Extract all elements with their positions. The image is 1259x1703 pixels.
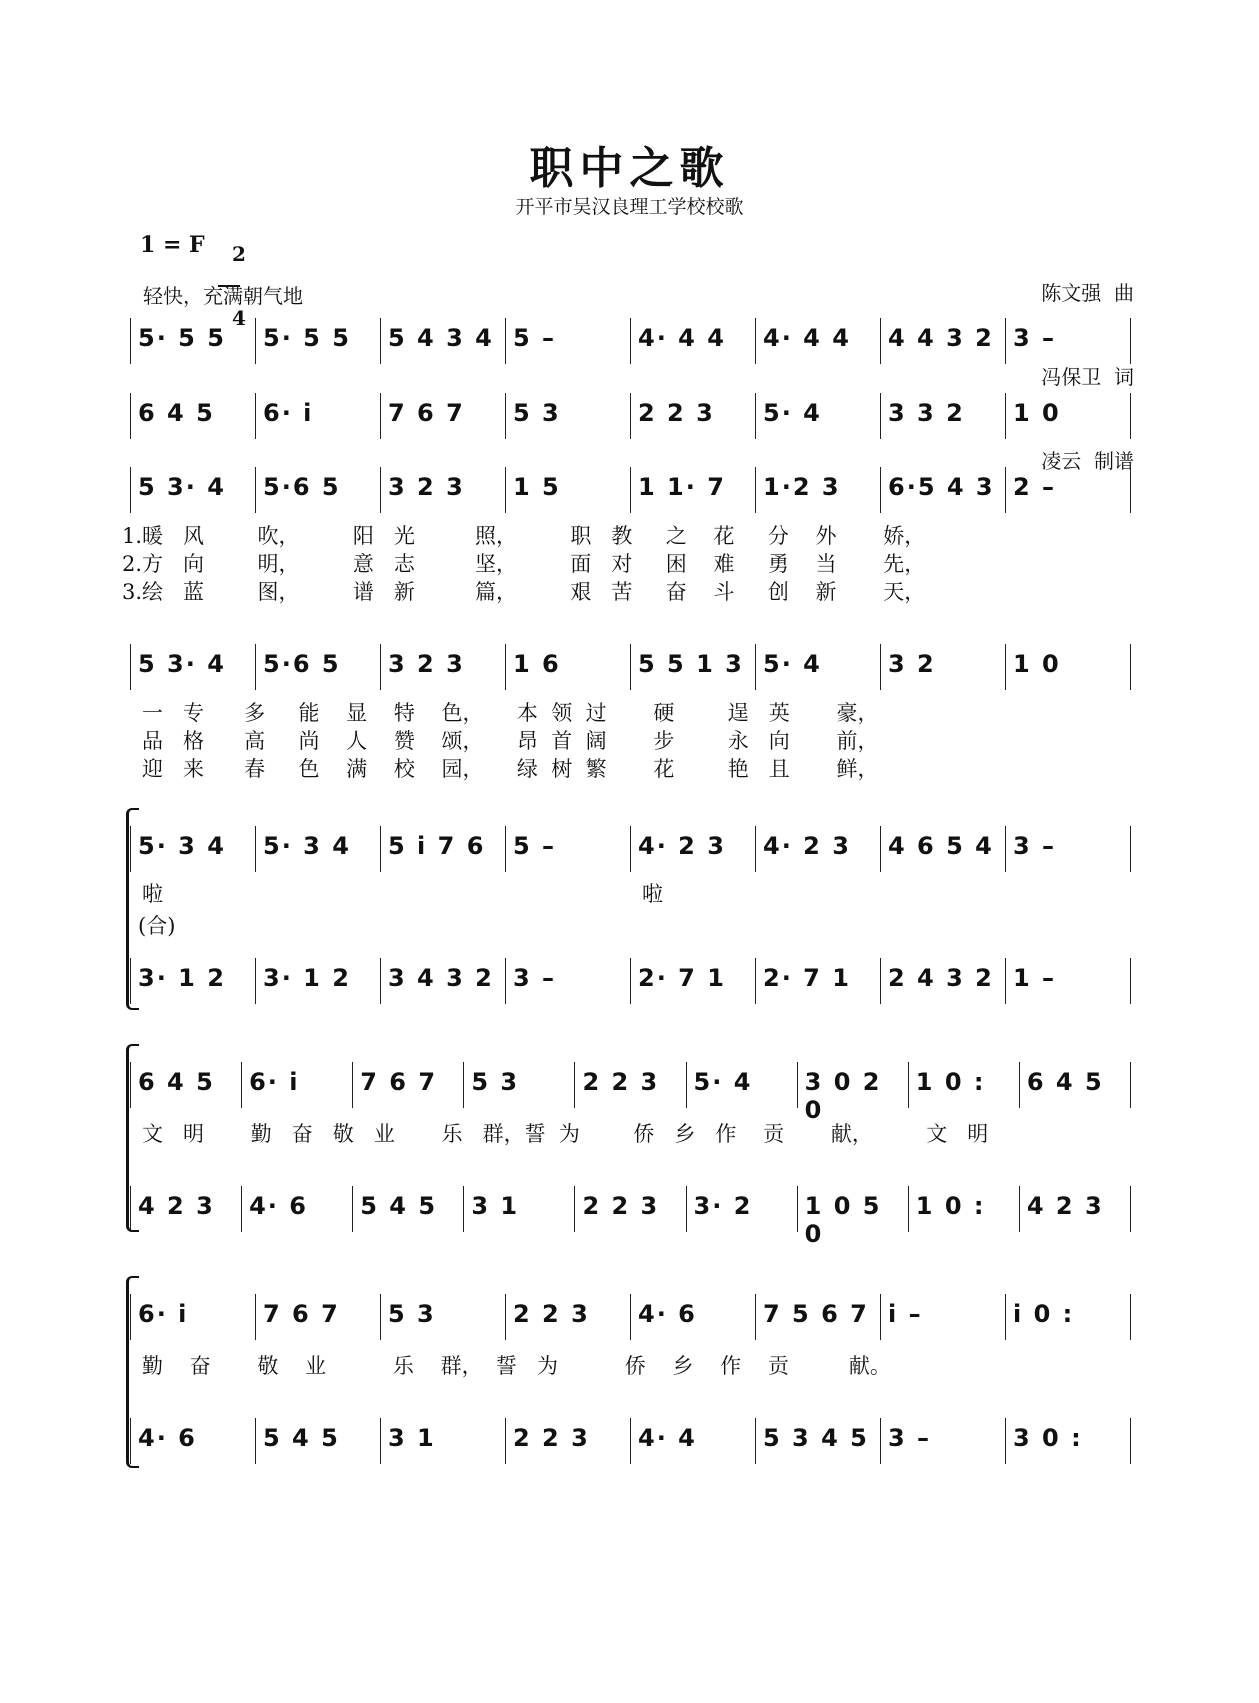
barline (1130, 467, 1131, 513)
system-bracket-refrain (126, 1044, 139, 1232)
measure-notes: 5· 4 (763, 650, 822, 678)
measure-notes: 2· 7 1 (763, 964, 851, 992)
measure-notes: 4 6 5 4 (888, 832, 994, 860)
arranger-credit: 凌云 制谱 (1041, 449, 1134, 473)
measure-notes: 1 0 : (915, 1068, 986, 1096)
measure (255, 826, 380, 872)
measure-notes: 4 4 3 2 (888, 324, 994, 352)
measure (755, 393, 880, 439)
measure (241, 1062, 352, 1108)
measure (908, 1186, 1019, 1232)
lyric-verse-3a: 3.绘 蓝 图， 谱 新 篇， 艰 苦 奋 斗 创 新 天， (122, 580, 926, 604)
system-10 (130, 1418, 1130, 1464)
measure-notes: 6· i (138, 1300, 189, 1328)
lyric-chorus-2: 勤 奋 敬 业 乐 群， 誓 为 侨 乡 作 贡 献。 (142, 1354, 891, 1378)
measure (880, 393, 1005, 439)
measure-notes: 4 2 3 (138, 1192, 215, 1220)
measure-notes: 6 4 5 (1026, 1068, 1104, 1096)
barline (1130, 826, 1131, 872)
measure (463, 1062, 574, 1108)
measure-notes: 2 2 3 (513, 1424, 590, 1452)
measure (797, 1186, 908, 1248)
measure (463, 1186, 574, 1232)
measure (1005, 318, 1130, 364)
lyric-chorus-1: 文 明 勤 奋 敬 业 乐 群，誓 为 侨 乡 作 贡 献， 文 明 (142, 1122, 989, 1146)
measure (880, 1294, 1005, 1340)
measure (1005, 467, 1130, 513)
measure-notes: 2 2 3 (638, 399, 715, 427)
measure-notes: 5· 3 4 (263, 832, 351, 860)
measure-notes: 3 4 3 2 (388, 964, 494, 992)
song-subtitle: 开平市吴汉良理工学校校歌 (515, 196, 744, 218)
measure (255, 1418, 380, 1464)
measure-notes: 3 3 2 (888, 399, 965, 427)
measure-notes: 3 – (1013, 324, 1057, 352)
measure (130, 467, 255, 513)
measure (505, 467, 630, 513)
measure (686, 1062, 797, 1108)
measure (755, 644, 880, 690)
measure (130, 1186, 241, 1232)
measure (755, 1418, 880, 1464)
measure (130, 958, 255, 1004)
measure-notes: 5· 5 5 (263, 324, 351, 352)
measure (1005, 393, 1130, 439)
measure (880, 958, 1005, 1004)
system-6 (130, 958, 1130, 1004)
measure (505, 826, 630, 872)
system-bracket-chorus (126, 808, 139, 1010)
measure-notes: 5 3 (388, 1300, 436, 1328)
measure-notes: 1·2 3 (763, 473, 841, 501)
measure-notes: 5 3 (471, 1068, 520, 1096)
system-9 (130, 1294, 1130, 1340)
measure (630, 1294, 755, 1340)
measure (380, 467, 505, 513)
measure-notes: 3 0 : (1013, 1424, 1083, 1452)
measure (255, 958, 380, 1004)
measure (630, 826, 755, 872)
measure-notes: 5 3 4 5 (763, 1424, 869, 1452)
measure-notes: 3 1 (388, 1424, 436, 1452)
measure-notes: 1 5 (513, 473, 561, 501)
measure (908, 1062, 1019, 1108)
measure-notes: 1 – (1013, 964, 1057, 992)
measure-notes: 6 4 5 (138, 1068, 215, 1096)
lyric-verse-1a: 1.暖 风 吹， 阳 光 照， 职 教 之 花 分 外 娇， (122, 524, 926, 548)
measure (130, 1062, 241, 1108)
measure (686, 1186, 797, 1232)
chorus-marker: (合) (138, 914, 176, 938)
measure-notes: 1 0 5 0 (804, 1192, 882, 1248)
measure-notes: i 0 : (1013, 1300, 1075, 1328)
measure-notes: 1 1· 7 (638, 473, 726, 501)
measure-notes: 1 0 (1013, 399, 1061, 427)
measure-notes: 4· 4 (638, 1424, 697, 1452)
measure (255, 393, 380, 439)
time-signature-bottom: 4 (231, 306, 246, 330)
measure-notes: 5 3· 4 (138, 473, 226, 501)
system-bracket-ending (126, 1276, 139, 1468)
measure-notes: 3· 1 2 (263, 964, 351, 992)
measure (755, 958, 880, 1004)
time-signature (218, 224, 246, 330)
measure (1005, 1294, 1130, 1340)
measure (1005, 826, 1130, 872)
tempo-marking: 轻快，充满朝气地 (143, 284, 303, 308)
measure-notes: 3 0 2 0 (804, 1068, 882, 1124)
measure (630, 318, 755, 364)
measure (755, 318, 880, 364)
measure (380, 958, 505, 1004)
measure-notes: 6· i (249, 1068, 300, 1096)
measure-notes: 3 – (513, 964, 557, 992)
measure-notes: 3· 1 2 (138, 964, 226, 992)
time-signature-top: 2 (231, 242, 246, 266)
lyric-verse-1b: 一 专 多 能 显 特 色， 本 领 过 硬 逞 英 豪， (142, 701, 879, 725)
measure-notes: 7 6 7 (360, 1068, 438, 1096)
measure-notes: 1 0 : (915, 1192, 986, 1220)
measure-notes: 5 4 5 (263, 1424, 340, 1452)
barline (1130, 1186, 1131, 1232)
lyric-la-2: 啦 (642, 882, 663, 906)
lyric-verse-3b: 迎 来 春 色 满 校 园， 绿 树 繁 花 艳 且 鲜， (142, 757, 879, 781)
measure-notes: 1 0 (1013, 650, 1061, 678)
system-7 (130, 1062, 1130, 1124)
system-5 (130, 826, 1130, 872)
measure-notes: 6· i (263, 399, 314, 427)
measure-notes: 2 – (1013, 473, 1057, 501)
measure-notes: 3 2 3 (388, 650, 465, 678)
measure-notes: 2· 7 1 (638, 964, 726, 992)
song-title: 职中之歌 (529, 143, 730, 194)
measure-notes: 5 3 (513, 399, 561, 427)
measure (352, 1186, 463, 1232)
measure (255, 467, 380, 513)
measure-notes: 2 2 3 (513, 1300, 590, 1328)
barline (1130, 318, 1131, 364)
system-4 (130, 644, 1130, 690)
composer-credit: 陈文强 曲 (1041, 281, 1134, 305)
measure-notes: 3 2 (888, 650, 936, 678)
key-signature: 1 = F (140, 232, 205, 258)
measure-notes: 5 4 5 (360, 1192, 438, 1220)
lyricist-credit: 冯保卫 词 (1041, 365, 1134, 389)
measure-notes: i – (888, 1300, 923, 1328)
measure (755, 826, 880, 872)
measure-notes: 4· 2 3 (638, 832, 726, 860)
measure-notes: 4· 4 4 (638, 324, 726, 352)
measure (630, 644, 755, 690)
measure (755, 467, 880, 513)
measure-notes: 5 4 3 4 (388, 324, 494, 352)
measure (130, 393, 255, 439)
measure (352, 1062, 463, 1108)
measure (505, 1294, 630, 1340)
measure-notes: 3 2 3 (388, 473, 465, 501)
measure (255, 1294, 380, 1340)
barline (1130, 1294, 1131, 1340)
measure-notes: 5 – (513, 324, 557, 352)
measure-notes: 5 – (513, 832, 557, 860)
measure (1019, 1186, 1130, 1232)
measure-notes: 2 2 3 (582, 1192, 660, 1220)
measure (241, 1186, 352, 1232)
measure (574, 1186, 685, 1232)
measure (380, 644, 505, 690)
measure (1005, 644, 1130, 690)
measure-notes: 7 6 7 (263, 1300, 340, 1328)
barline (1130, 1062, 1131, 1108)
measure (880, 1418, 1005, 1464)
measure-notes: 4· 2 3 (763, 832, 851, 860)
lyric-la-1: 啦 (142, 882, 163, 906)
measure (755, 1294, 880, 1340)
measure (255, 318, 380, 364)
measure (574, 1062, 685, 1108)
measure-notes: 6 4 5 (138, 399, 215, 427)
measure (380, 1294, 505, 1340)
measure (1005, 1418, 1130, 1464)
measure (505, 318, 630, 364)
barline (1130, 958, 1131, 1004)
measure-notes: 3 – (1013, 832, 1057, 860)
measure-notes: 3 – (888, 1424, 932, 1452)
measure (1019, 1062, 1130, 1108)
measure-notes: 5·6 5 (263, 650, 341, 678)
lyric-verse-2a: 2.方 向 明， 意 志 坚， 面 对 困 难 勇 当 先， (122, 552, 926, 576)
system-2 (130, 393, 1130, 439)
measure (880, 644, 1005, 690)
measure-notes: 5· 5 5 (138, 324, 226, 352)
measure (505, 644, 630, 690)
measure-notes: 5·6 5 (263, 473, 341, 501)
measure (1005, 958, 1130, 1004)
measure-notes: 4· 6 (138, 1424, 197, 1452)
measure-notes: 5· 4 (693, 1068, 753, 1096)
measure-notes: 5· 3 4 (138, 832, 226, 860)
measure (130, 1418, 255, 1464)
measure (380, 393, 505, 439)
measure-notes: 2 2 3 (582, 1068, 660, 1096)
lyric-verse-2b: 品 格 高 尚 人 赞 颂， 昂 首 阔 步 永 向 前， (142, 729, 879, 753)
measure-notes: 4· 6 (249, 1192, 308, 1220)
measure-notes: 6·5 4 3 (888, 473, 995, 501)
barline (1130, 1418, 1131, 1464)
measure-notes: 4 2 3 (1026, 1192, 1104, 1220)
measure (797, 1062, 908, 1124)
measure-notes: 2 4 3 2 (888, 964, 994, 992)
measure (130, 644, 255, 690)
measure (380, 1418, 505, 1464)
measure (880, 318, 1005, 364)
measure-notes: 5 5 1 3 (638, 650, 744, 678)
measure (505, 958, 630, 1004)
measure (505, 393, 630, 439)
measure (630, 1418, 755, 1464)
measure-notes: 7 5 6 7 (763, 1300, 869, 1328)
system-8 (130, 1186, 1130, 1248)
barline (1130, 393, 1131, 439)
measure-notes: 3 1 (471, 1192, 520, 1220)
measure-notes: 5 i 7 6 (388, 832, 486, 860)
measure (505, 1418, 630, 1464)
measure (255, 644, 380, 690)
measure (380, 318, 505, 364)
measure-notes: 5 3· 4 (138, 650, 226, 678)
measure (130, 1294, 255, 1340)
measure (630, 393, 755, 439)
measure (130, 318, 255, 364)
measure (630, 958, 755, 1004)
measure-notes: 1 6 (513, 650, 561, 678)
system-1 (130, 318, 1130, 364)
system-3 (130, 467, 1130, 513)
measure-notes: 5· 4 (763, 399, 822, 427)
measure (630, 467, 755, 513)
measure (880, 826, 1005, 872)
measure-notes: 3· 2 (693, 1192, 753, 1220)
measure (380, 826, 505, 872)
measure-notes: 4· 6 (638, 1300, 697, 1328)
measure (130, 826, 255, 872)
barline (1130, 644, 1131, 690)
measure-notes: 7 6 7 (388, 399, 465, 427)
measure-notes: 4· 4 4 (763, 324, 851, 352)
measure (880, 467, 1005, 513)
